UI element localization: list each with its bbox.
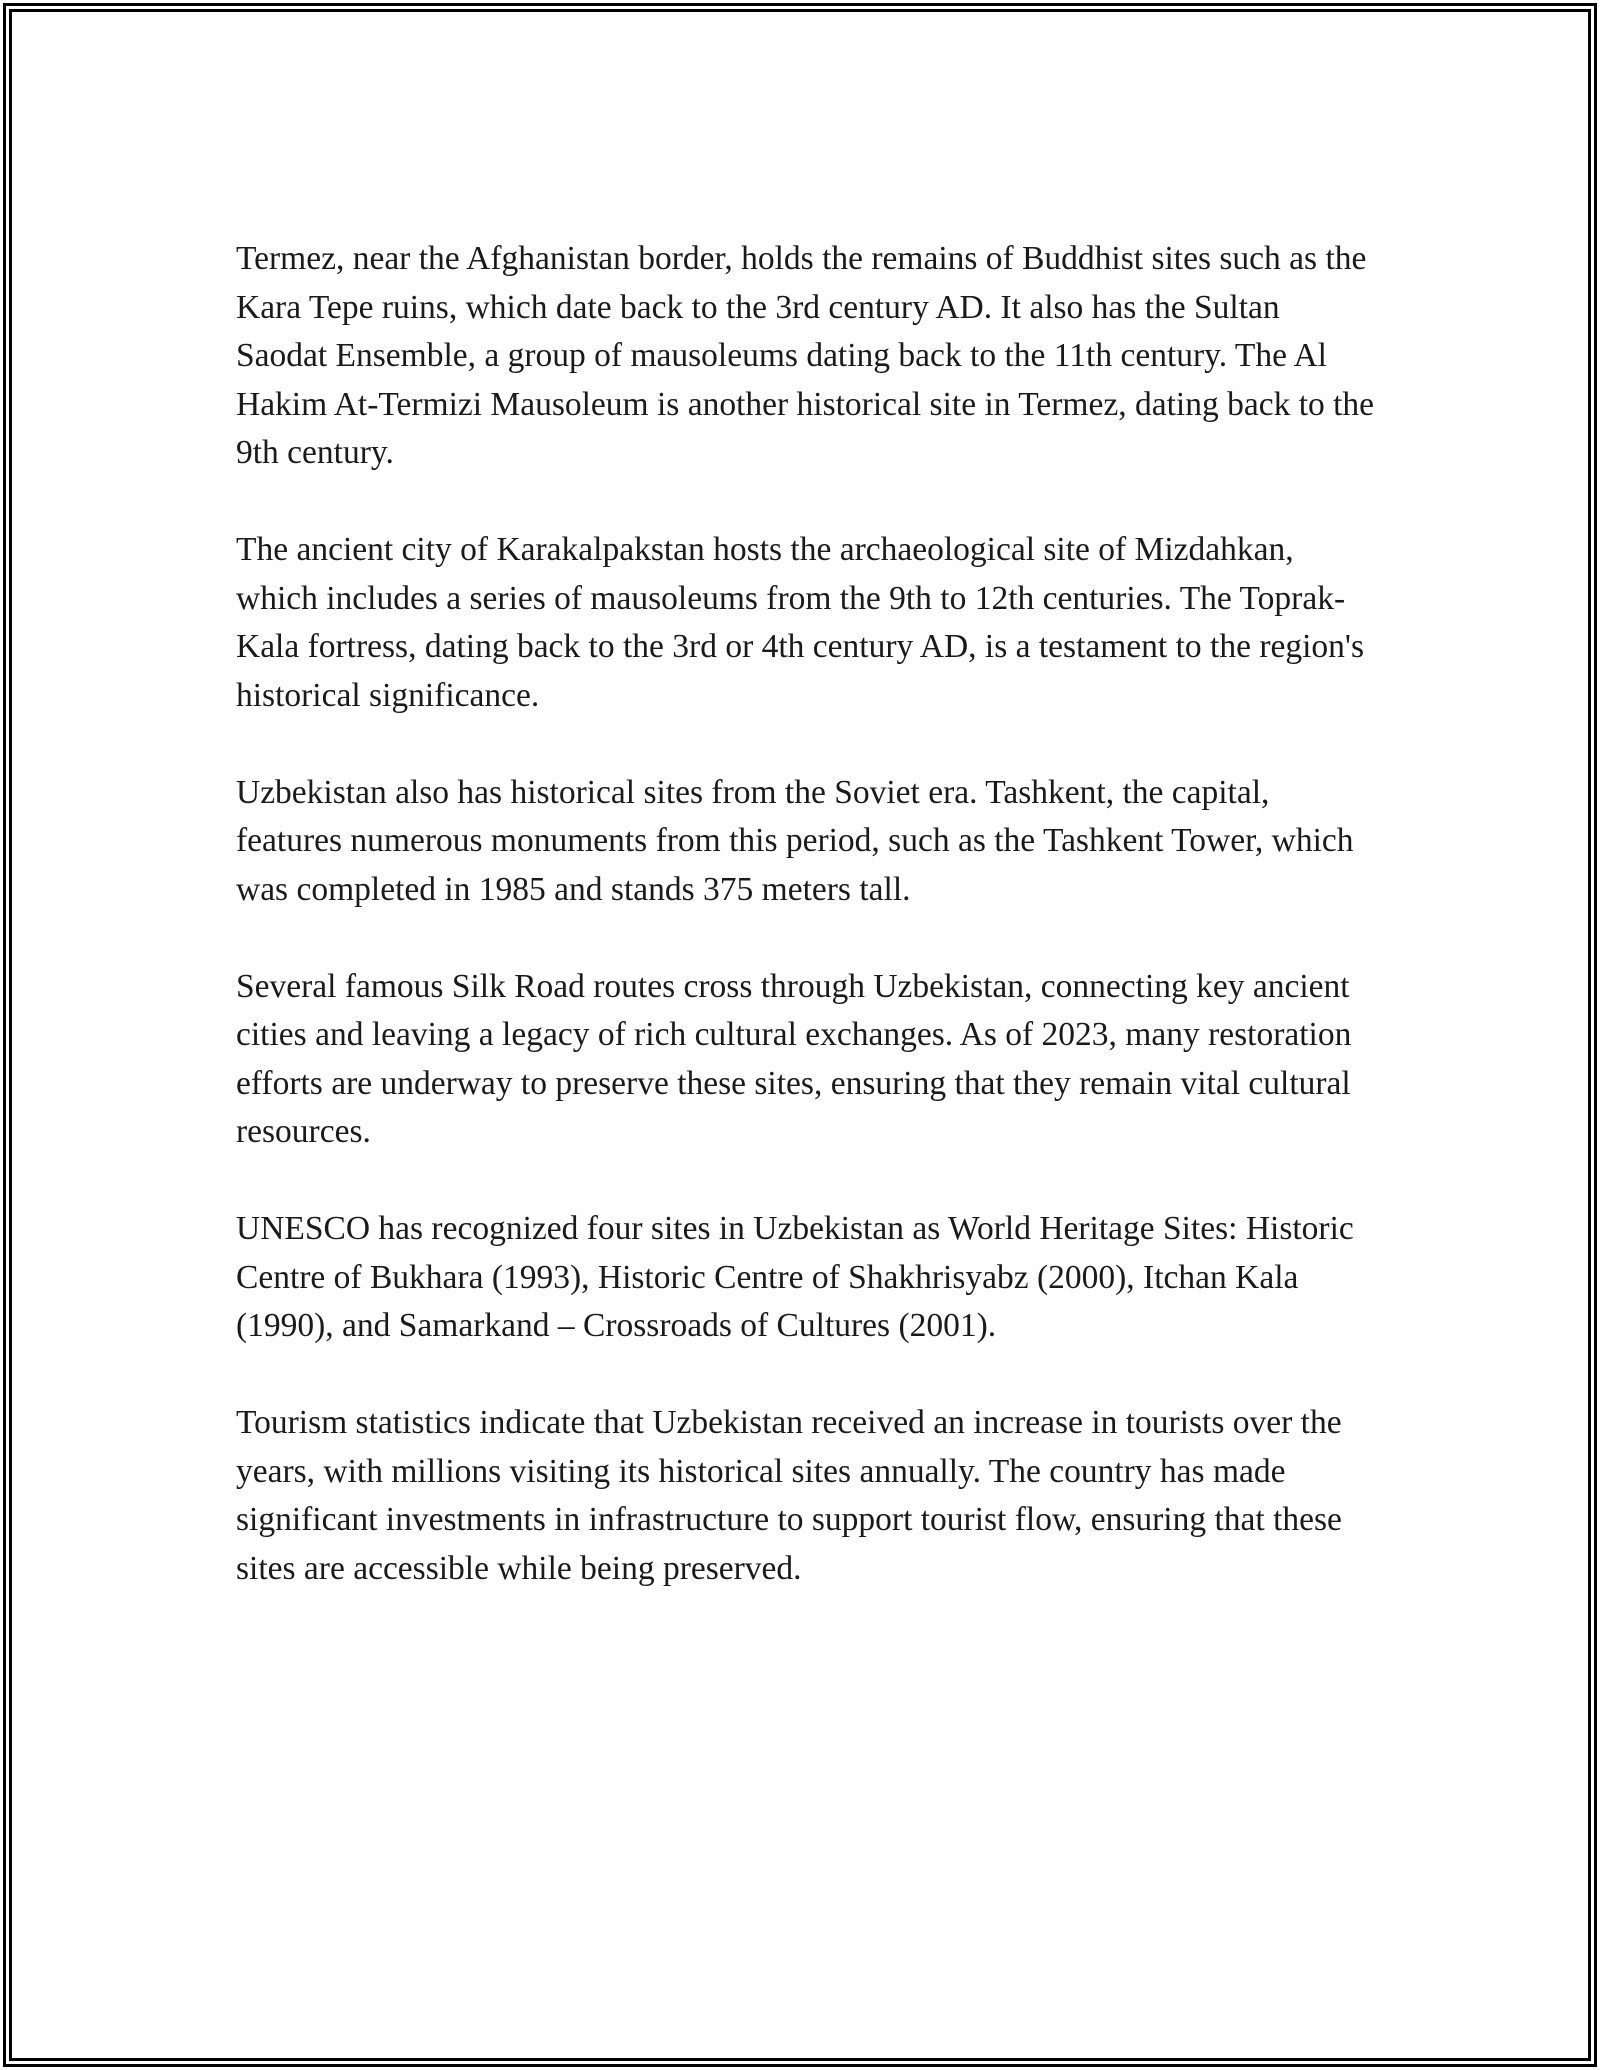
paragraph-silk-road: Several famous Silk Road routes cross through Uzbekistan, connecting key ancient cities and leaving a legacy of rich cultural exchanges. As of 2023, many restoration efforts are underway to preserve these sites, ensuring that they remain vital cultural resources. xyxy=(236,967,1352,1150)
paragraph-karakalpakstan: The ancient city of Karakalpakstan hosts the archaeological site of Mizdahkan, which includes a series of mausoleums from the 9th to 12th centuries. The Toprak-Kala fortress, dating back to the 3rd or 4th century AD, is a testament to the region's historical significance. xyxy=(236,531,1364,714)
paragraph-soviet-era: Uzbekistan also has historical sites from the Soviet era. Tashkent, the capital, features numerous monuments from this period, such as the Tashkent Tower, which was completed in 1985 and stands 375 meters tall. xyxy=(236,773,1354,908)
paragraph-tourism: Tourism statistics indicate that Uzbekistan received an increase in tourists over the years, with millions visiting its historical sites annually. The country has made significant investments in infrastructure to support tourist flow, ensuring that these sites are accessible while being preserved. xyxy=(236,1404,1342,1587)
document-body xyxy=(236,235,1376,1593)
paragraph-unesco: UNESCO has recognized four sites in Uzbekistan as World Heritage Sites: Historic Centre of Bukhara (1993), Historic Centre of Shakhrisyabz (2000), Itchan Kala (1990), and Samarkand – Crossroads of Cultures (2001). xyxy=(236,1210,1354,1344)
paragraph-termez: Termez, near the Afghanistan border, holds the remains of Buddhist sites such as the Kara Tepe ruins, which date back to the 3rd century AD. It also has the Sultan Saodat Ensemble, a group of mausoleums dating back to the 11th century. The Al Hakim At-Termizi Mausoleum is another historical site in Termez, dating back to the 9th century. xyxy=(236,240,1375,471)
